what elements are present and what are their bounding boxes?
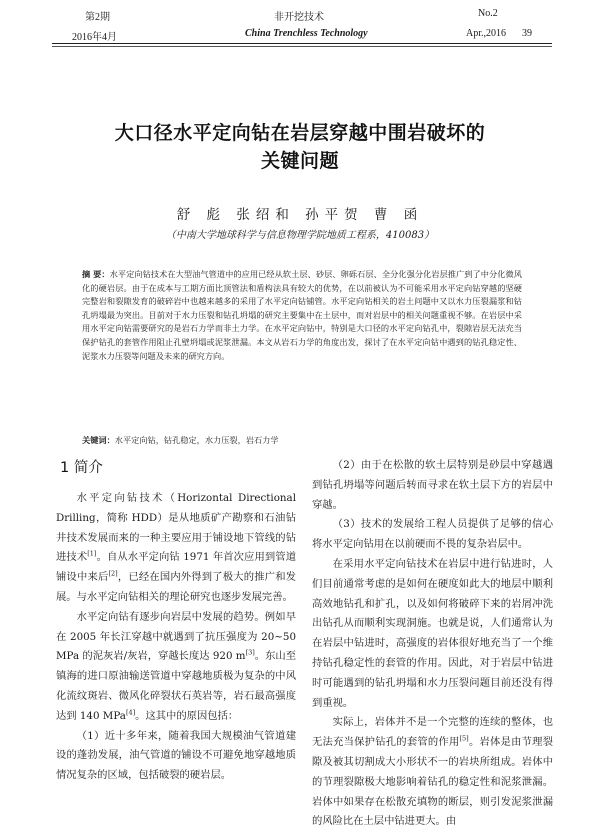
paragraph: 水平定向钻技术（Horizontal Directional Drilling，简称 HDD）是从地质矿产勘察和石油钻井技术发展而来的一种主要应用于铺设地下管线的钻进技术[1]。自从水平定向钻 1971 年首次应用到管道铺设中来后[2]，已经在国内外得到了极大的推广和发展。与水平定向钻相关的理论研究也逐步发展完善。 — [56, 492, 297, 603]
paragraph: （1）近十多年来，随着我国大规模油气管道建设的蓬勃发展，油气管道的铺设不可避免地穿越地质情况复杂的区域，包括破裂的硬岩层。 — [56, 729, 296, 782]
paragraph: 在采用水平定向钻技术在岩层中进行钻进时，人们目前通常考虑的是如何在硬度如此大的地层中顺利高效地钻孔和扩孔，以及如何将破碎下来的岩屑冲洗出钻孔从而顺利实现洞施。也就是说，人们通常认为在岩层中钻进时，高强度的岩体很好地充当了一个维持钻孔稳定性的套管的作用。因此，对于岩层中钻进时可能遇到的钻孔坍塌和水力压裂问题目前还没有得到重视。 — [312, 557, 553, 709]
citation: [3] — [245, 648, 255, 657]
header-rule — [52, 43, 552, 44]
abstract — [82, 268, 522, 363]
page-number: 39 — [522, 28, 532, 39]
journal-number: No.2 — [478, 8, 498, 19]
abstract-label: 摘 要： — [82, 269, 110, 279]
citation: [4] — [125, 708, 136, 717]
keywords — [82, 434, 522, 447]
authors: 舒 彪 张绍和 孙平贺 曹 函 — [176, 207, 424, 223]
citation: [2] — [108, 569, 118, 578]
journal-name-cn: 非开挖技术 — [274, 12, 324, 23]
keywords-text: 水平定向钻，钻孔稳定，水力压裂，岩石力学 — [114, 435, 279, 445]
header-rule-thin — [52, 46, 552, 47]
issue-date-en: Apr.,2016 — [466, 28, 506, 39]
paragraph: 水平定向钻有逐步向岩层中发展的趋势。例如早在 2005 年长江穿越中就遇到了抗压强度为 20~50 MPa 的泥灰岩/灰岩，穿越长度达 920 m[3]。东山至镇海的进口原油输送管道中穿越地质极为复杂的中风化流纹斑岩、微风化碎裂状石英岩等，岩石最高强度达到 140 MPa[4]。这其中的原因包括： — [56, 610, 297, 722]
journal-name-en: China Trenchless Technology — [245, 28, 368, 39]
paper-title-line-2: 关键问题 — [260, 150, 339, 172]
right-column — [312, 456, 553, 832]
left-column — [56, 489, 296, 786]
paragraph: （2）由于在松散的软土层特别是砂层中穿越遇到钻孔坍塌等问题后转而寻求在软土层下方的岩层中穿越。 — [312, 459, 553, 511]
keywords-label: 关键词： — [82, 435, 115, 445]
citation: [5] — [459, 734, 469, 743]
issue-date-cn: 2016年4月 — [72, 32, 117, 43]
issue-number: 第2期 — [85, 12, 110, 23]
section-heading: 1 简介 — [60, 460, 103, 476]
abstract-text: 水平定向钻技术在大型油气管道中的应用已经从软土层、砂层、卵砾石层、全分化强分化岩层推广到了中分化微风化的硬岩层。由于在成本与工期方面比顶管法和盾构法具有较大的优势，在以前被认为不可能采用水平定向钻穿越的坚硬完整岩和裂隙发育的破碎岩中也越来越多的采用了水平定向钻铺管。水平定向钻相关的岩土问题中又以水力压裂漏浆和钻孔坍塌最为突出。目前对于水力压裂和钻孔坍塌的研究主要集中在土层中，而对岩层中的相关问题重视不够。在岩层中采用水平定向钻需要研究的是岩石力学而非土力学。在水平定向钻中，特别是大口径的水平定向钻孔中，裂隙岩层无法充当保护钻孔的套管作用阻止孔壁坍塌或泥浆泄漏。本文从岩石力学的角度出发，探讨了在水平定向钻中遇到的钻孔稳定性、泥浆水力压裂等问题及未来的研究方向。 — [82, 269, 522, 361]
paragraph: （3）技术的发展给工程人员提供了足够的信心将水平定向钻用在以前硬而不畏的复杂岩层中。 — [312, 518, 553, 551]
affiliation: （中南大学地球科学与信息物理学院地质工程系，410083） — [165, 230, 435, 241]
paragraph: 实际上，岩体并不是一个完整的连续的整体，也无法充当保护钻孔的套管的作用[5]。岩体是由节理裂隙及被其切割成大小形状不一的岩块所组成。岩体中的节理裂隙极大地影响着钻孔的稳定性和泥浆泄漏。岩体中如果存在松散充填物的断层，则引发泥浆泄漏的风险比在土层中钻进更大。由 — [312, 716, 554, 828]
citation: [1] — [87, 549, 97, 558]
paper-title-line-1: 大口径水平定向钻在岩层穿越中围岩破坏的 — [114, 122, 486, 144]
